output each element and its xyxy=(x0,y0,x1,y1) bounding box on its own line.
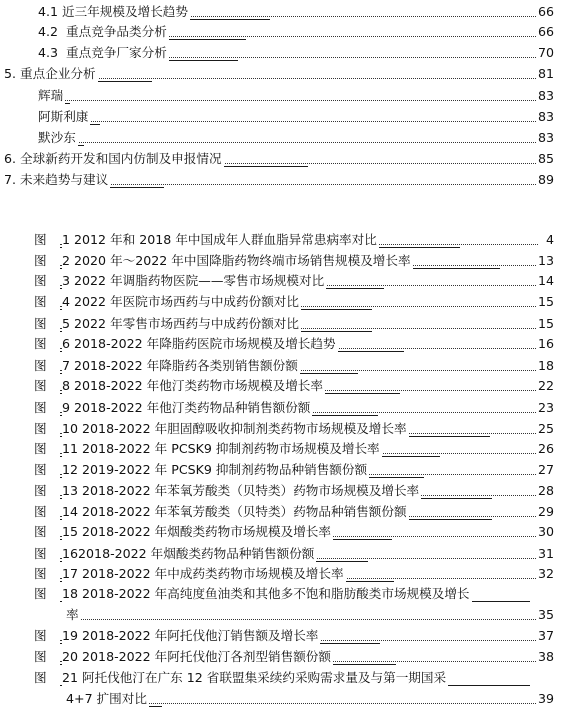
toc-entry[interactable] xyxy=(0,128,566,148)
figure-page-number: 26 xyxy=(536,439,554,459)
figure-entry-continuation[interactable] xyxy=(0,605,566,625)
figure-page-number: 16 xyxy=(536,334,554,354)
toc-entry[interactable] xyxy=(0,149,566,169)
figure-label: 图 xyxy=(34,334,49,354)
figure-title-continuation: 4+7 扩围对比 xyxy=(66,689,149,709)
figure-entry[interactable] xyxy=(0,647,566,667)
figure-title: 11 2018-2022 年 PCSK9 抑制剂药物市场规模及增长率 xyxy=(62,439,382,459)
figure-entry[interactable] xyxy=(0,292,566,312)
figure-entry[interactable] xyxy=(0,251,566,271)
toc-entry-label: 4.1 近三年规模及增长趋势 xyxy=(38,2,190,22)
toc-page-number: 70 xyxy=(536,43,554,63)
toc-entry[interactable] xyxy=(0,43,566,63)
figure-label: 图 xyxy=(34,251,49,271)
figure-entry[interactable] xyxy=(0,439,566,459)
figure-label: 图 xyxy=(34,564,49,584)
figure-page-number: 23 xyxy=(536,398,554,418)
figure-page-number: 22 xyxy=(536,376,554,396)
figure-entry[interactable] xyxy=(0,522,566,542)
figure-page-number: 39 xyxy=(536,689,554,709)
dot-leader xyxy=(38,142,538,143)
figure-label: 图 xyxy=(34,647,49,667)
figure-title: 18 2018-2022 年高纯度鱼油类和其他多不饱和脂肪酸类市场规模及增长 xyxy=(62,584,472,604)
figure-entry[interactable] xyxy=(0,398,566,418)
figure-entry[interactable] xyxy=(0,626,566,646)
figure-entry[interactable] xyxy=(0,376,566,396)
toc-entry-label: 5. 重点企业分析 xyxy=(4,64,98,84)
figure-page-number: 4 xyxy=(544,230,554,250)
figure-label: 图 xyxy=(34,230,49,250)
figure-entry[interactable] xyxy=(0,564,566,584)
figure-title: 12 2019-2022 年 PCSK9 抑制剂药物品种销售额份额 xyxy=(62,460,369,480)
figure-entry[interactable] xyxy=(0,314,566,334)
toc-entry[interactable] xyxy=(0,86,566,106)
figure-label: 图 xyxy=(34,271,49,291)
figure-entry[interactable] xyxy=(0,419,566,439)
figure-entry[interactable] xyxy=(0,271,566,291)
figure-page-number: 15 xyxy=(536,292,554,312)
figure-page-number: 14 xyxy=(536,271,554,291)
figure-page-number: 38 xyxy=(536,647,554,667)
toc-entry-label: 默沙东 xyxy=(38,128,78,148)
figure-title: 5 2022 年零售市场西药与中成药份额对比 xyxy=(62,314,301,334)
toc-entry[interactable] xyxy=(0,107,566,127)
figure-title-continuation: 率 xyxy=(66,605,81,625)
figure-title: 7 2018-2022 年降脂药各类别销售额份额 xyxy=(62,356,300,376)
dot-leader xyxy=(38,100,538,101)
figure-label: 图 xyxy=(34,419,49,439)
figure-entry[interactable] xyxy=(0,334,566,354)
figure-label: 图 xyxy=(34,439,49,459)
toc-entry[interactable] xyxy=(0,170,566,190)
figure-label: 图 xyxy=(34,460,49,480)
figure-label: 图 xyxy=(34,481,49,501)
figure-title: 20 2018-2022 年阿托伐他汀各剂型销售额份额 xyxy=(62,647,333,667)
toc-page-number: 83 xyxy=(536,86,554,106)
toc-entry[interactable] xyxy=(0,22,566,42)
figure-label: 图 xyxy=(34,584,49,604)
figure-label: 图 xyxy=(34,292,49,312)
figure-page-number: 35 xyxy=(536,605,554,625)
figure-page-number: 27 xyxy=(536,460,554,480)
toc-page-number: 83 xyxy=(536,128,554,148)
figure-title: 9 2018-2022 年他汀类药物品种销售额份额 xyxy=(62,398,312,418)
figure-entry[interactable] xyxy=(0,668,566,688)
toc-page-number: 81 xyxy=(536,64,554,84)
figure-label: 图 xyxy=(34,356,49,376)
figure-entry[interactable] xyxy=(0,502,566,522)
figure-title: 13 2018-2022 年苯氧芳酸类（贝特类）药物市场规模及增长率 xyxy=(62,481,421,501)
figure-page-number: 25 xyxy=(536,419,554,439)
figure-title: 162018-2022 年烟酸类药物品种销售额份额 xyxy=(62,544,316,564)
figure-label: 图 xyxy=(34,502,49,522)
figure-label: 图 xyxy=(34,522,49,542)
figure-page-number: 15 xyxy=(536,314,554,334)
toc-entry-label: 7. 未来趋势与建议 xyxy=(4,170,110,190)
dot-leader xyxy=(38,121,538,122)
figure-label: 图 xyxy=(34,398,49,418)
figure-label: 图 xyxy=(34,668,49,688)
dot-leader xyxy=(66,619,538,620)
figure-title: 1 2012 年和 2018 年中国成年人群血脂异常患病率对比 xyxy=(62,230,379,250)
figure-label: 图 xyxy=(34,314,49,334)
figure-page-number: 18 xyxy=(536,356,554,376)
toc-page-number: 66 xyxy=(536,22,554,42)
toc-page-number: 85 xyxy=(536,149,554,169)
figure-entry[interactable] xyxy=(0,544,566,564)
figure-label: 图 xyxy=(34,376,49,396)
figure-entry[interactable] xyxy=(0,481,566,501)
figure-title: 21 阿托伐他汀在广东 12 省联盟集采续约采购需求量及与第一期国采 xyxy=(62,668,448,688)
figure-page-number: 29 xyxy=(536,502,554,522)
toc-page-number: 83 xyxy=(536,107,554,127)
figure-page-number: 37 xyxy=(536,626,554,646)
figure-entry[interactable] xyxy=(0,230,566,250)
toc-entry-label: 阿斯利康 xyxy=(38,107,90,127)
figure-entry[interactable] xyxy=(0,584,566,604)
figure-entry[interactable] xyxy=(0,460,566,480)
figure-title: 14 2018-2022 年苯氧芳酸类（贝特类）药物品种销售额份额 xyxy=(62,502,409,522)
figure-title: 15 2018-2022 年烟酸类药物市场规模及增长率 xyxy=(62,522,333,542)
figure-title: 4 2022 年医院市场西药与中成药份额对比 xyxy=(62,292,301,312)
toc-entry-label: 4.2 重点竞争品类分析 xyxy=(38,22,169,42)
figure-page-number: 32 xyxy=(536,564,554,584)
figure-page-number: 30 xyxy=(536,522,554,542)
toc-page-number: 66 xyxy=(536,2,554,22)
figure-title: 19 2018-2022 年阿托伐他汀销售额及增长率 xyxy=(62,626,320,646)
figure-page-number: 13 xyxy=(536,251,554,271)
figure-title: 6 2018-2022 年降脂药医院市场规模及增长趋势 xyxy=(62,334,338,354)
figure-label: 图 xyxy=(34,626,49,646)
toc-entry-label: 4.3 重点竞争厂家分析 xyxy=(38,43,169,63)
figure-page-number: 28 xyxy=(536,481,554,501)
figure-label: 图 xyxy=(34,544,49,564)
figure-title: 10 2018-2022 年胆固醇吸收抑制剂类药物市场规模及增长率 xyxy=(62,419,409,439)
figure-title: 3 2022 年调脂药物医院——零售市场规模对比 xyxy=(62,271,326,291)
figure-page-number: 31 xyxy=(536,544,554,564)
toc-page-number: 89 xyxy=(536,170,554,190)
figure-entry-continuation[interactable] xyxy=(0,689,566,709)
toc-entry-label: 辉瑞 xyxy=(38,86,65,106)
toc-entry-label: 6. 全球新药开发和国内仿制及申报情况 xyxy=(4,149,224,169)
figure-title: 2 2020 年～2022 年中国降脂药物终端市场销售规模及增长率 xyxy=(62,251,413,271)
toc-entry[interactable] xyxy=(0,64,566,84)
figure-title: 8 2018-2022 年他汀类药物市场规模及增长率 xyxy=(62,376,325,396)
figure-title: 17 2018-2022 年中成药类药物市场规模及增长率 xyxy=(62,564,346,584)
toc-entry[interactable] xyxy=(0,2,566,22)
figure-entry[interactable] xyxy=(0,356,566,376)
